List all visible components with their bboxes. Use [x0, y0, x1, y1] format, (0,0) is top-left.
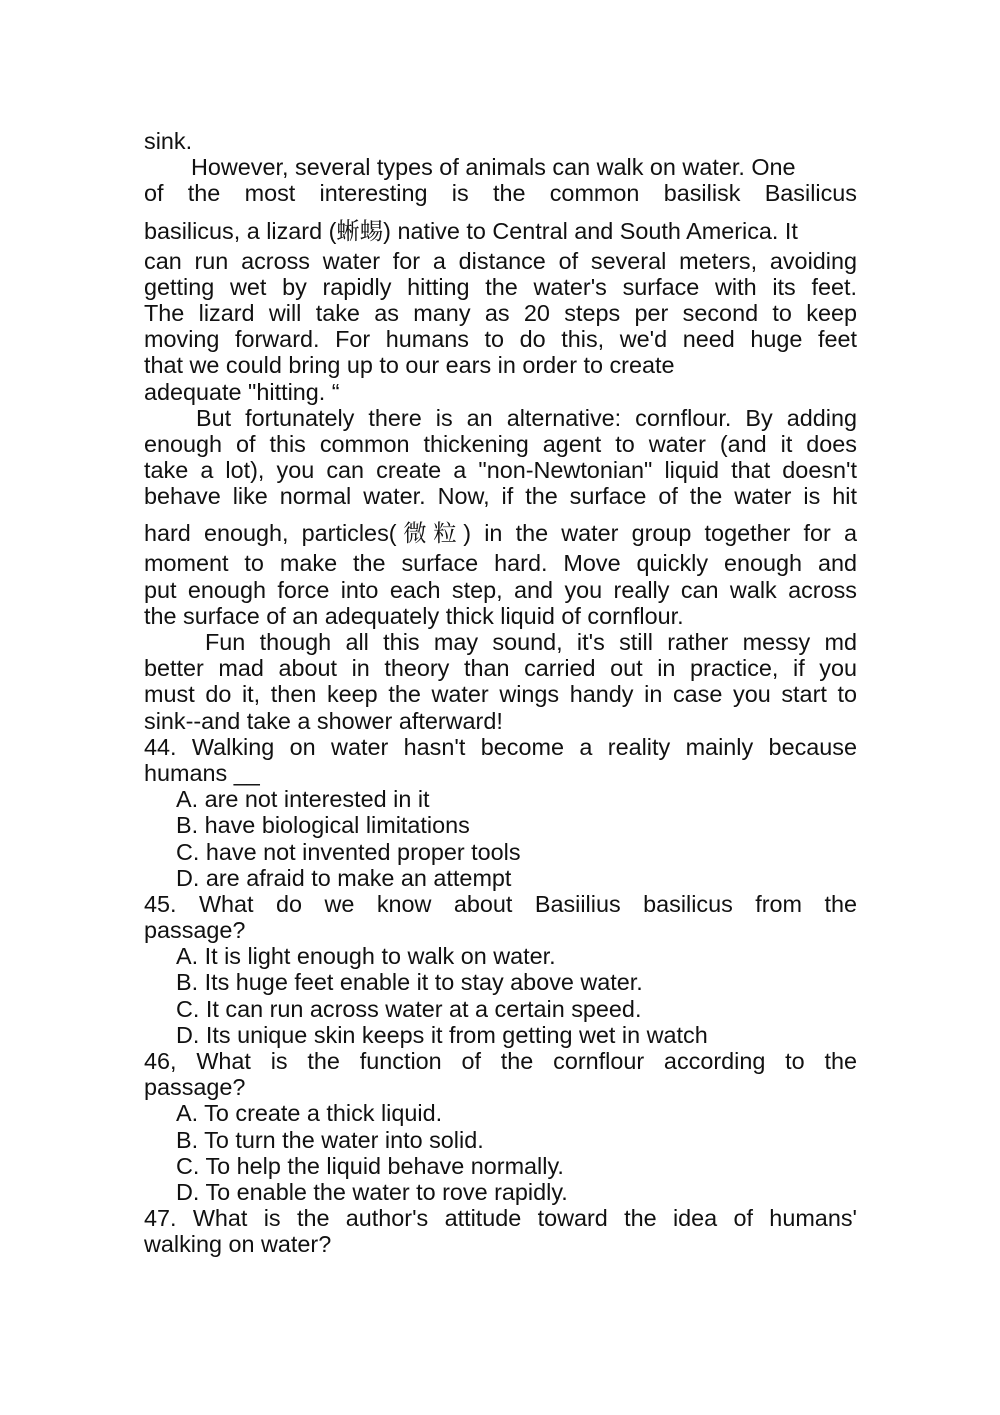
answer-option: A. It is light enough to walk on water.: [176, 943, 556, 970]
passage-line: enough of this common thickening agent to water (and it does: [144, 430, 857, 457]
question-stem: passage?: [144, 917, 246, 944]
question-stem: 47. What is the author's attitude toward the idea of humans': [144, 1205, 857, 1232]
passage-line: sink--and take a shower afterward!: [144, 707, 503, 734]
passage-line: But fortunately there is an alternative: cornflour. By adding: [196, 404, 857, 431]
answer-option: B. have biological limitations: [176, 812, 470, 839]
passage-line: that we could bring up to our ears in order to create: [144, 352, 675, 379]
question-stem: 45. What do we know about Basiilius basilicus from the: [144, 890, 857, 917]
passage-line: basilicus, a lizard (蜥蜴) native to Central and South America. It: [144, 217, 798, 244]
passage-line: can run across water for a distance of several meters, avoiding: [144, 247, 857, 274]
passage-line: adequate "hitting. “: [144, 378, 340, 405]
passage-line: moment to make the surface hard. Move quickly enough and: [144, 550, 857, 577]
passage-line: take a lot), you can create a "non-Newtonian" liquid that doesn't: [144, 457, 857, 484]
passage-line: The lizard will take as many as 20 steps per second to keep: [144, 299, 857, 326]
answer-option: D. Its unique skin keeps it from getting wet in watch: [176, 1021, 708, 1048]
question-stem: passage?: [144, 1074, 246, 1101]
question-stem: 44. Walking on water hasn't become a reality mainly because: [144, 733, 857, 760]
answer-option: B. Its huge feet enable it to stay above water.: [176, 969, 643, 996]
passage-line: the surface of an adequately thick liquid of cornflour.: [144, 602, 684, 629]
passage-line: Fun though all this may sound, it's still rather messy md: [205, 629, 857, 655]
passage-line: hard enough, particles(微粒) in the water group together for a: [144, 520, 857, 547]
passage-line: behave like normal water. Now, if the surface of the water is hit: [144, 483, 857, 510]
passage-line: must do it, then keep the water wings handy in case you start to: [144, 681, 857, 708]
answer-option: A. To create a thick liquid.: [176, 1100, 443, 1127]
document-page: [144, 128, 857, 1258]
answer-option: D. are afraid to make an attempt: [176, 864, 512, 891]
answer-option: A. are not interested in it: [176, 786, 430, 813]
passage-line: moving forward. For humans to do this, we'd need huge feet: [144, 326, 857, 353]
passage-line: However, several types of animals can walk on water. One: [191, 154, 796, 181]
passage-line: better mad about in theory than carried out in practice, if you: [144, 655, 857, 682]
question-stem: walking on water?: [144, 1231, 332, 1258]
question-stem: humans __: [144, 759, 260, 786]
answer-option: D. To enable the water to rove rapidly.: [176, 1178, 568, 1205]
answer-option: B. To turn the water into solid.: [176, 1126, 484, 1153]
passage-line: put enough force into each step, and you really can walk across: [144, 576, 857, 603]
passage-line: sink.: [144, 128, 193, 154]
answer-option: C. have not invented proper tools: [176, 838, 521, 865]
passage-line: of the most interesting is the common basilisk Basilicus: [144, 180, 857, 207]
answer-option: C. To help the liquid behave normally.: [176, 1152, 564, 1179]
passage-line: getting wet by rapidly hitting the water's surface with its feet.: [144, 273, 857, 300]
answer-option: C. It can run across water at a certain speed.: [176, 995, 642, 1022]
question-stem: 46, What is the function of the cornflour according to the: [144, 1048, 857, 1074]
